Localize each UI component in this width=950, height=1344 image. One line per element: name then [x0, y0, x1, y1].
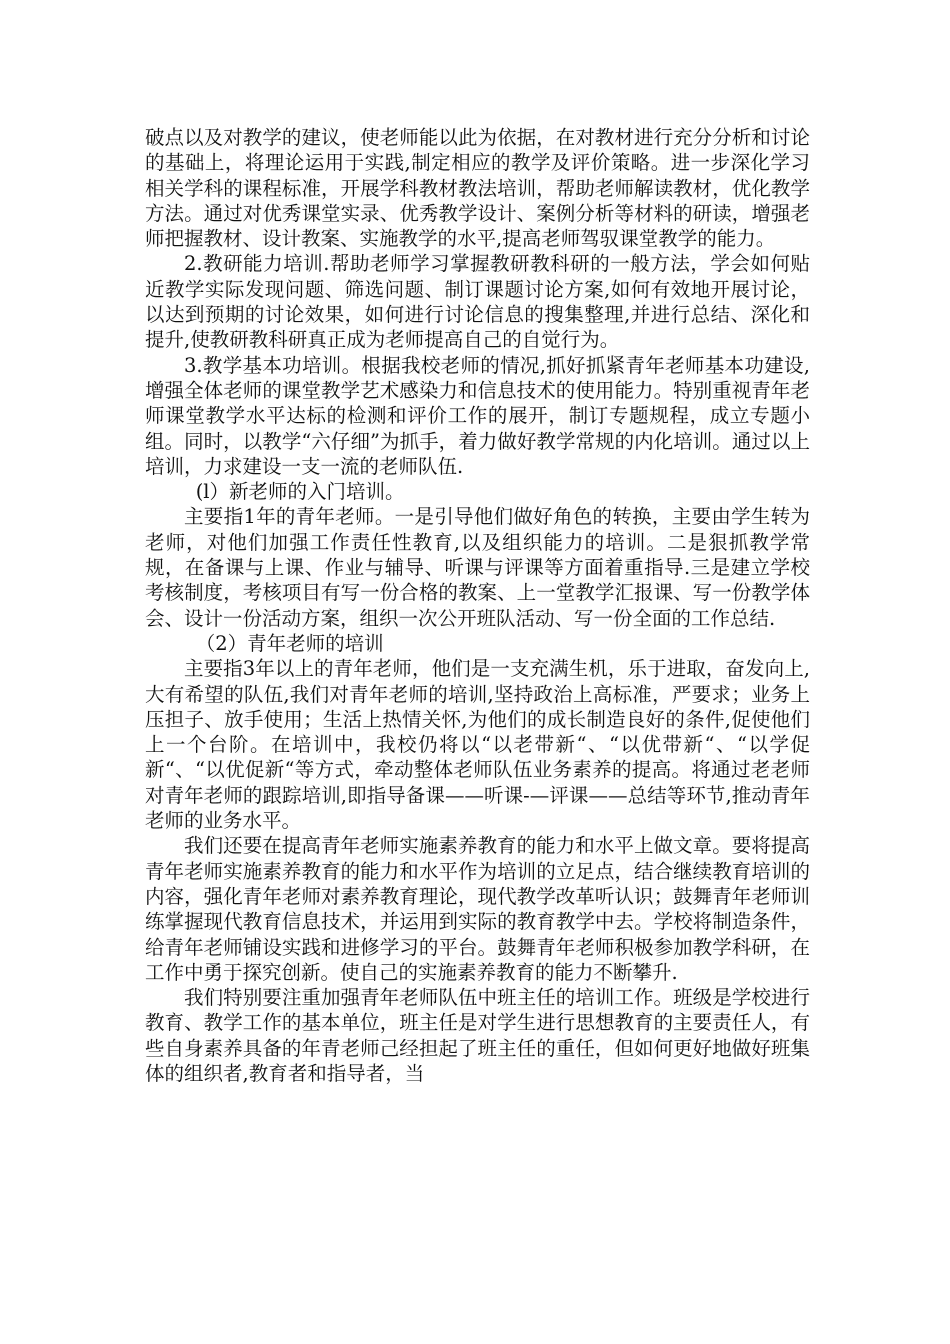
- paragraph-young-teacher-training: 主要指3年以上的青年老师，他们是一支充满生机，乐于进取，奋发向上,大有希望的队伍,我们对青年老师的培训,坚持政治上高标准，严要求；业务上压担子、放手使用；生活上热情关怀,为他们的成长制造良好的条件,促使他们上一个台阶。在培训中，我校仍将以“以老带新“、“以优带新“、“以学促新“、“以优促新“等方式，牵动整体老师队伍业务素养的提高。将通过老老师对青年老师的跟踪培训,即指导备课——听课-—评课——总结等环节,推动青年老师的业务水平。: [145, 657, 810, 833]
- paragraph-teaching-suggestions: 破点以及对教学的建议，使老师能以此为依据，在对教材进行充分分析和讨论的基础上，将理论运用于实践,制定相应的教学及评价策略。进一步深化学习相关学科的课程标准，开展学科教材教法培训，帮助老师解读教材，优化教学方法。通过对优秀课堂实录、优秀教学设计、案例分析等材料的研读，增强老师把握教材、设计教案、实施教学的水平,提高老师驾驭课堂教学的能力。: [145, 126, 810, 251]
- subheading-young-teacher-training: （2）青年老师的培训: [195, 631, 384, 655]
- document-page: [145, 125, 810, 1086]
- paragraph-basic-skills-training: 3.教学基本功培训。根据我校老师的情况,抓好抓紧青年老师基本功建设,增强全体老师的课堂教学艺术感染力和信息技术的使用能力。特别重视青年老师课堂教学水平达标的检测和评价工作的展开，制订专题规程，成立专题小组。同时，以教学“六仔细”为抓手，着力做好教学常规的内化培训。通过以上培训，力求建设一支一流的老师队伍.: [145, 353, 810, 478]
- paragraph-research-training: 2.教研能力培训.帮助老师学习掌握教研教科研的一般方法，学会如何贴近教学实际发现问题、筛选问题、制订课题讨论方案,如何有效地开展讨论，以达到预期的讨论效果，如何进行讨论信息的搜集整理,并进行总结、深化和提升,使教研教科研真正成为老师提高自己的自觉行为。: [145, 252, 810, 352]
- paragraph-new-teacher-training: 主要指1年的青年老师。一是引导他们做好角色的转换，主要由学生转为老师，对他们加强工作责任性教育,以及组织能力的培训。二是狠抓教学常规，在备课与上课、作业与辅导、听课与评课等方面着重指导.三是建立学校考核制度，考核项目有写一份合格的教案、上一堂教学汇报课、写一份教学体会、设计一份活动方案，组织一次公开班队活动、写一份全面的工作总结.: [145, 505, 810, 630]
- subheading-new-teacher-training: (l）新老师的入门培训。: [195, 480, 405, 504]
- paragraph-class-teacher-training: 我们特别要注重加强青年老师队伍中班主任的培训工作。班级是学校进行教育、教学工作的基本单位，班主任是对学生进行思想教育的主要责任人，有些自身素养具备的年青老师己经担起了班主任的重任，但如何更好地做好班集体的组织者,教育者和指导者，当: [145, 986, 810, 1085]
- paragraph-quality-education: 我们还要在提高青年老师实施素养教育的能力和水平上做文章。要将提高青年老师实施素养教育的能力和水平作为培训的立足点，结合继续教育培训的内容，强化青年老师对素养教育理论，现代教学改革听认识；鼓舞青年老师训练掌握现代教育信息技术，并运用到实际的教育教学中去。学校将制造条件，给青年老师铺设实践和进修学习的平台。鼓舞青年老师积极参加教学科研，在工作中勇于探究创新。使自己的实施素养教育的能力不断攀升.: [145, 834, 810, 984]
